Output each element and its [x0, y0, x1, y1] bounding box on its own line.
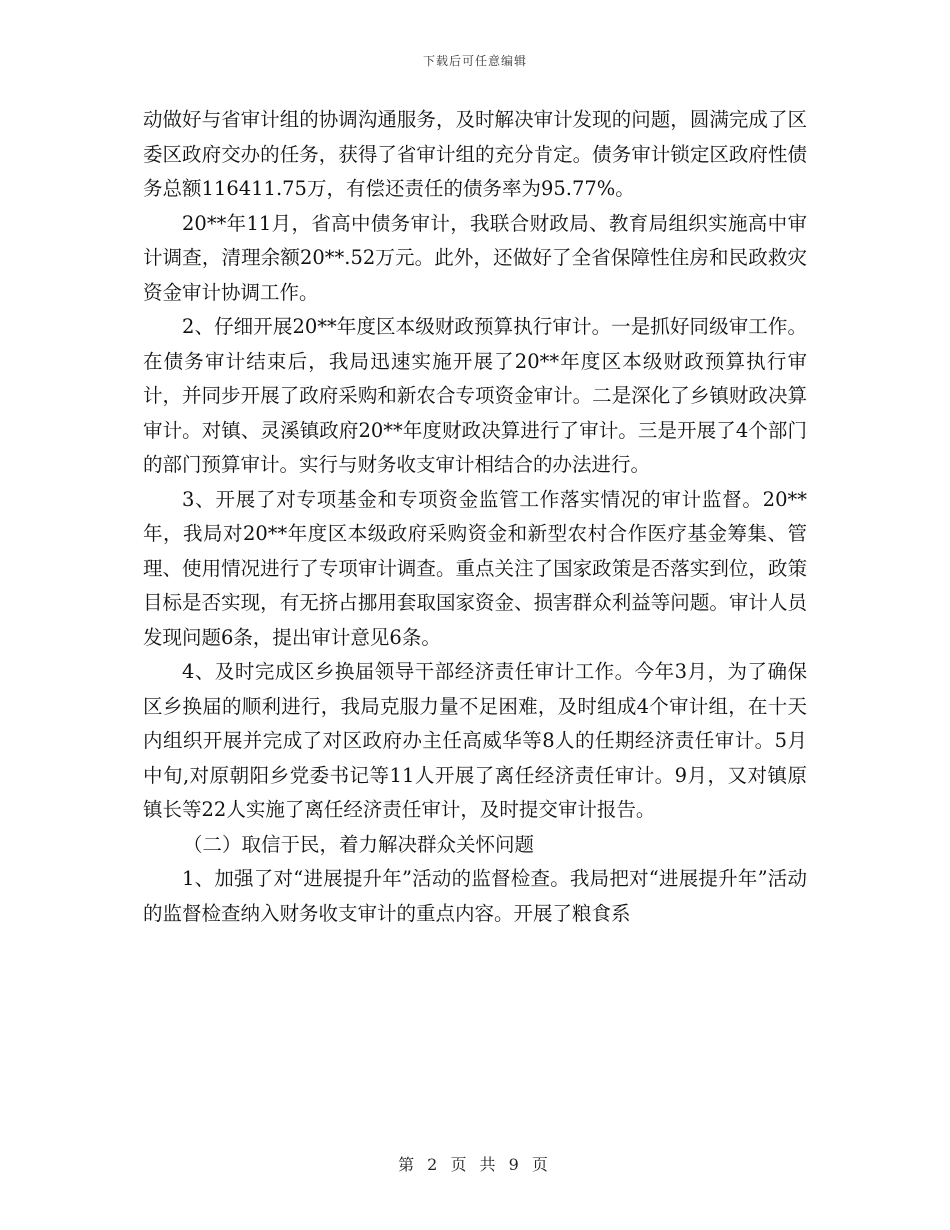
section-heading: （二）取信于民，着力解决群众关怀问题: [183, 832, 535, 856]
paragraph-4: 3、开展了对专项基金和专项资金监管工作落实情况的审计监督。20**年，我局对20**年度区本级政府采购资金和新型农村合作医疗基金筹集、管理、使用情况进行了专项审计调查。重点关注了国家政策是否落实到位，政策目标是否实现，有无挤占挪用套取国家资金、损害群众利益等问题。审计人员发现问题6条，提出审计意见6条。: [143, 487, 807, 649]
paragraph-6: 1、加强了对“进展提升年”活动的监督检查。我局把对“进展提升年”活动的监督检查纳入财务收支审计的重点内容。开展了粮食系: [143, 867, 807, 925]
paragraph-5: 4、及时完成区乡换届领导干部经济责任审计工作。今年3月，为了确保区乡换届的顺利进行，我局克服力量不足困难，及时组成4个审计组，在十天内组织开展并完成了对区政府办主任高威华等8人的任期经济责任审计。5月中旬,对原朝阳乡党委书记等11人开展了离任经济责任审计。9月，又对镇原镇长等22人实施了离任经济责任审计，及时提交审计报告。: [143, 660, 807, 821]
paragraph-1: 动做好与省审计组的协调沟通服务，及时解决审计发现的问题，圆满完成了区委区政府交办的任务，获得了省审计组的充分肯定。债务审计锁定区政府性债务总额116411.75万，有偿还责任的债务率为95.77%。: [143, 108, 807, 200]
paragraph-2: 20**年11月，省高中债务审计，我联合财政局、教育局组织实施高中审计调查，清理余额20**.52万元。此外，还做好了全省保障性住房和民政救灾资金审计协调工作。: [143, 211, 807, 304]
header-note: 下载后可任意编辑: [422, 54, 527, 68]
document-body: [143, 103, 807, 931]
page-number: 第 2 页 共 9 页: [398, 1155, 552, 1174]
paragraph-3: 2、仔细开展20**年度区本级财政预算执行审计。一是抓好同级审工作。在债务审计结束后，我局迅速实施开展了20**年度区本级财政预算执行审计，并同步开展了政府采购和新农合专项资金审计。二是深化了乡镇财政决算审计。对镇、灵溪镇政府20**年度财政决算进行了审计。三是开展了4个部门的部门预算审计。实行与财务收支审计相结合的办法进行。: [143, 315, 807, 476]
